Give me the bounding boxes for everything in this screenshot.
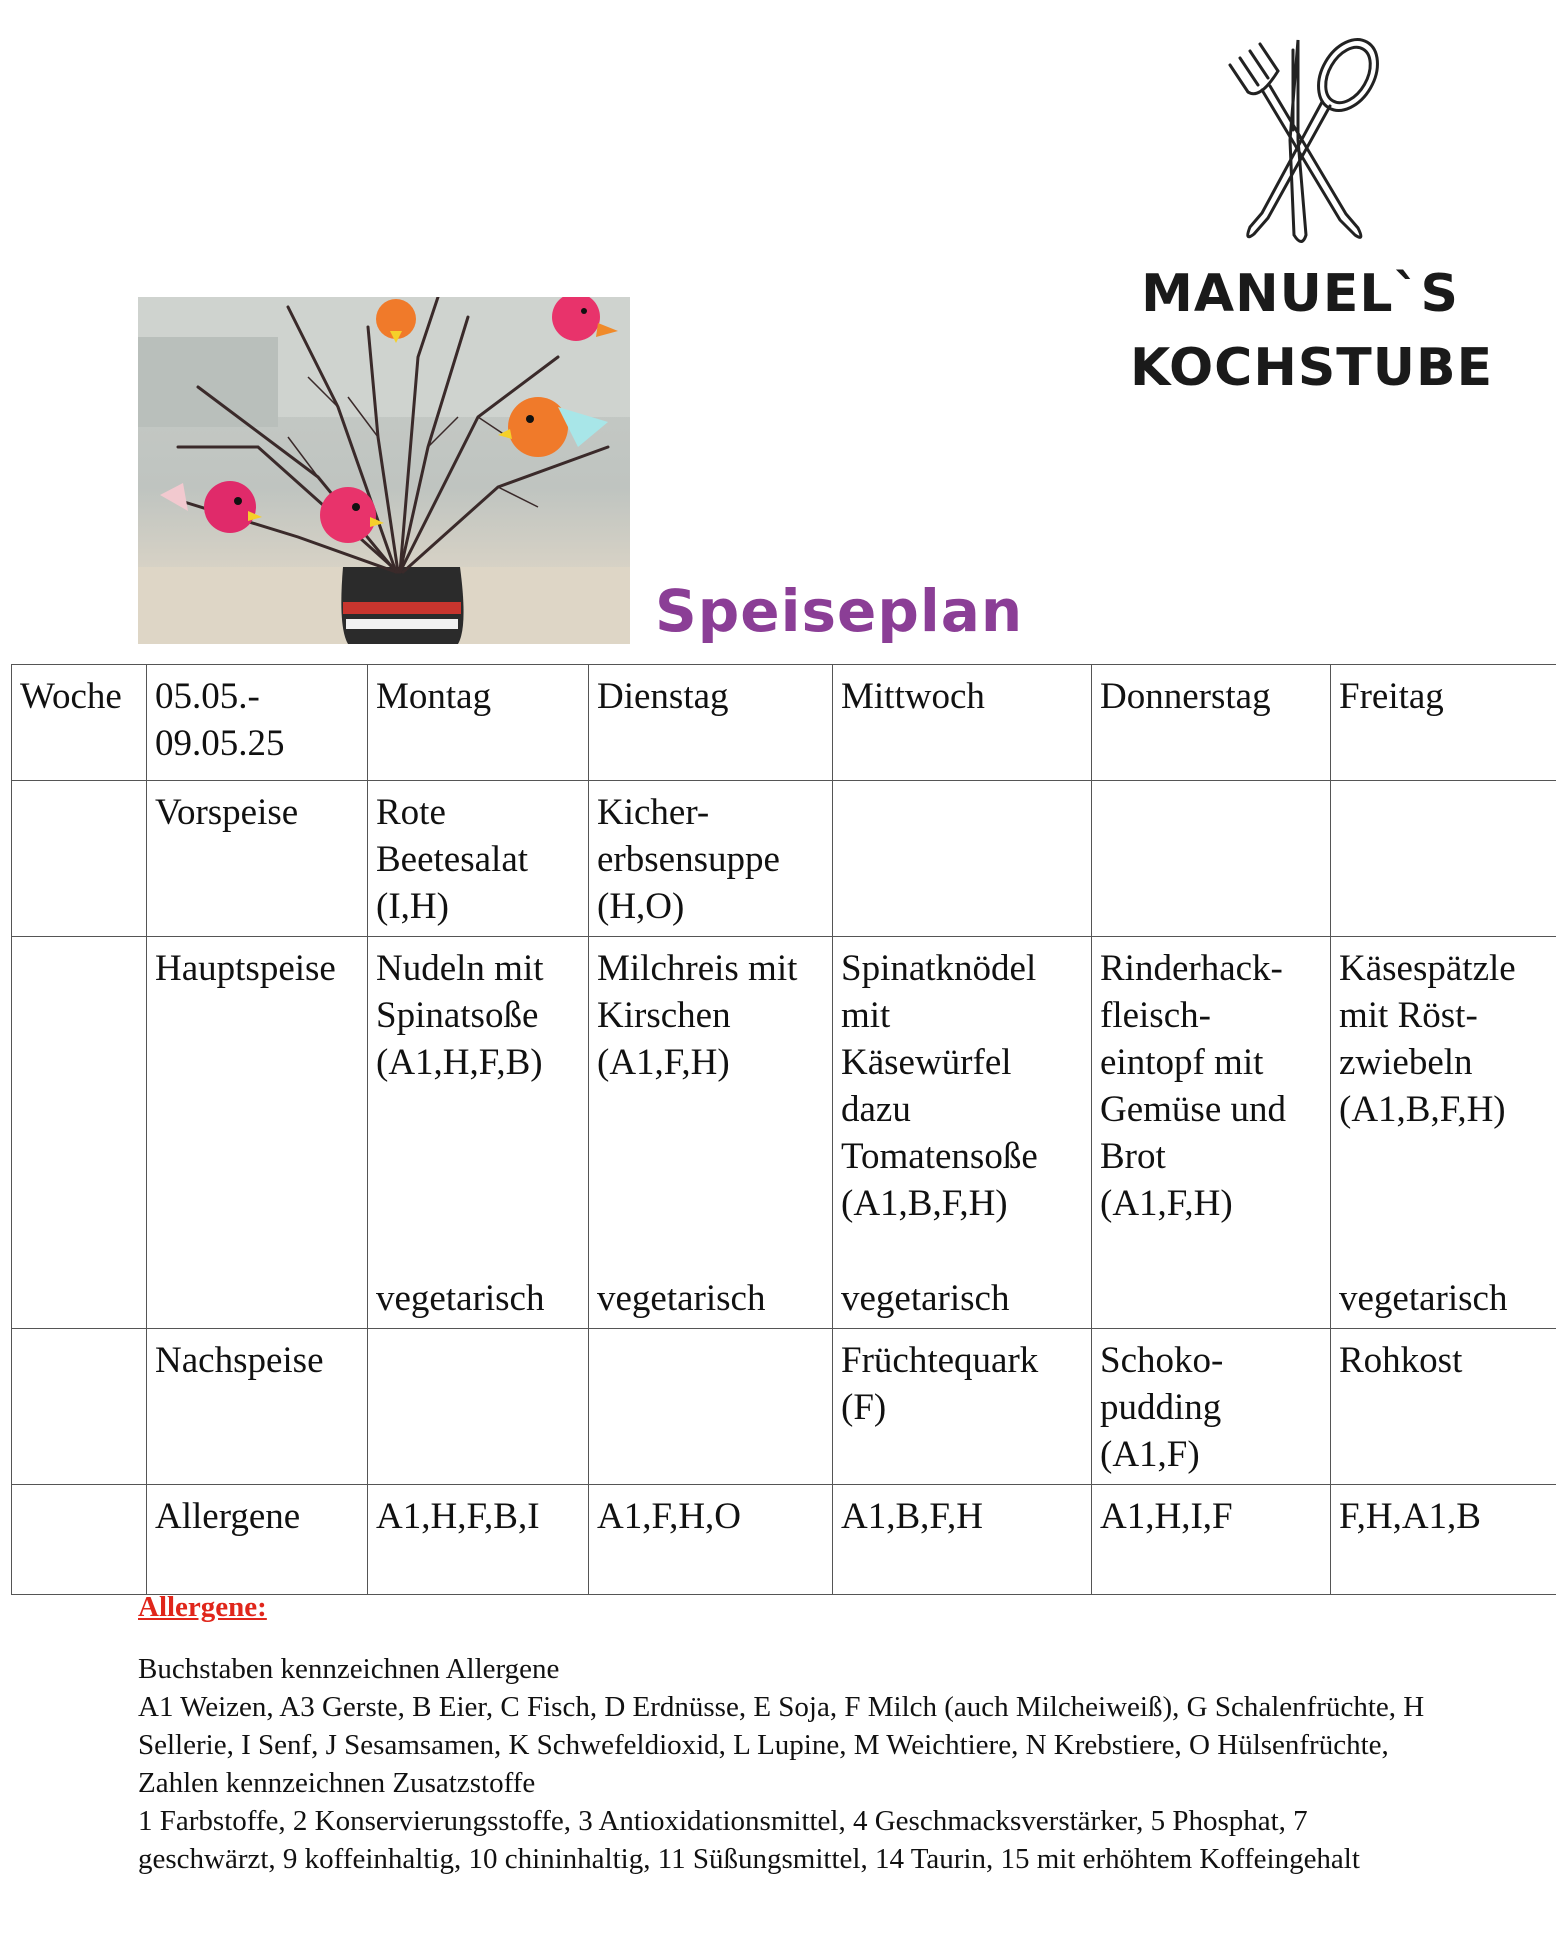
hauptspeise-donnerstag: Rinderhack- fleisch- eintopf mit Gemüse und Brot (A1,F,H) <box>1092 937 1331 1329</box>
legend-heading: Allergene: <box>138 1591 267 1623</box>
allergen-legend <box>138 1588 1438 1878</box>
table-header-row <box>12 665 1556 781</box>
nachspeise-donnerstag: Schoko- pudding (A1,F) <box>1092 1329 1331 1485</box>
row-label-allergene: Allergene <box>147 1485 368 1595</box>
hauptspeise-mittwoch: Spinatknödel mit Käsewürfel dazu Tomatensoße (A1,B,F,H) vegetarisch <box>833 937 1092 1329</box>
allergene-freitag: F,H,A1,B <box>1331 1485 1556 1595</box>
page-title: Speiseplan <box>655 577 1024 645</box>
date-range-cell: 05.05.- 09.05.25 <box>147 665 368 781</box>
legend-allergen-intro: Buchstaben kennzeichnen Allergene <box>138 1653 560 1685</box>
vorspeise-freitag <box>1331 781 1556 937</box>
nachspeise-montag <box>368 1329 589 1485</box>
table-row-hauptspeise <box>12 937 1556 1329</box>
row-label-nachspeise: Nachspeise <box>147 1329 368 1485</box>
row-label-hauptspeise: Hauptspeise <box>147 937 368 1329</box>
table-row-vorspeise <box>12 781 1556 937</box>
hauptspeise-dienstag: Milchreis mit Kirschen (A1,F,H) vegetarisch <box>589 937 833 1329</box>
legend-additive-intro: Zahlen kennzeichnen Zusatzstoffe <box>138 1767 536 1799</box>
logo-text-line2: KOCHSTUBE <box>1130 338 1494 398</box>
day-header-freitag: Freitag <box>1331 665 1556 781</box>
empty-cell <box>12 781 147 937</box>
woche-label-cell: Woche <box>12 665 147 781</box>
kochstube-logo <box>1130 20 1494 400</box>
allergene-montag: A1,H,F,B,I <box>368 1485 589 1595</box>
vegetarian-tag: vegetarisch <box>597 1278 766 1319</box>
hauptspeise-montag: Nudeln mit Spinatsoße (A1,H,F,B) vegetarisch <box>368 937 589 1329</box>
vegetarian-tag: vegetarisch <box>376 1278 545 1319</box>
day-header-donnerstag: Donnerstag <box>1092 665 1331 781</box>
weekly-menu-table <box>11 664 1556 1595</box>
hauptspeise-freitag: Käsespätzle mit Röst- zwiebeln (A1,B,F,H) vegetarisch <box>1331 937 1556 1329</box>
day-header-montag: Montag <box>368 665 589 781</box>
allergene-donnerstag: A1,H,I,F <box>1092 1485 1331 1595</box>
logo-text-line1: MANUEL`S <box>1141 264 1459 324</box>
nachspeise-mittwoch: Früchtequark (F) <box>833 1329 1092 1485</box>
empty-cell <box>12 1485 147 1595</box>
legend-additive-list: 1 Farbstoffe, 2 Konservierungsstoffe, 3 Antioxidationsmittel, 4 Geschmacksverstärker, 5 Phosphat, 7 geschwärzt, 9 koffeinhaltig, 10 chininhaltig, 11 Süßungsmittel, 14 Taurin, 15 mit erhöhtem Koffeingehalt <box>138 1805 1360 1875</box>
easter-branches-photo <box>138 297 630 644</box>
vorspeise-dienstag: Kicher- erbsensuppe (H,O) <box>589 781 833 937</box>
empty-cell <box>12 937 147 1329</box>
allergene-mittwoch: A1,B,F,H <box>833 1485 1092 1595</box>
photo-illustration <box>138 297 630 644</box>
day-header-dienstag: Dienstag <box>589 665 833 781</box>
allergene-dienstag: A1,F,H,O <box>589 1485 833 1595</box>
vorspeise-donnerstag <box>1092 781 1331 937</box>
crossed-fork-spoon-icon <box>1190 20 1410 260</box>
day-header-mittwoch: Mittwoch <box>833 665 1092 781</box>
vegetarian-tag: vegetarisch <box>841 1278 1010 1319</box>
row-label-vorspeise: Vorspeise <box>147 781 368 937</box>
table-row-allergene <box>12 1485 1556 1595</box>
table-row-nachspeise <box>12 1329 1556 1485</box>
legend-allergen-list: A1 Weizen, A3 Gerste, B Eier, C Fisch, D Erdnüsse, E Soja, F Milch (auch Milcheiweiß), G Schalenfrüchte, H Sellerie, I Senf, J Sesamsamen, K Schwefeldioxid, L Lupine, M Weichtiere, N Krebstiere, O Hülsenfrüchte, <box>138 1691 1425 1761</box>
vorspeise-mittwoch <box>833 781 1092 937</box>
vorspeise-montag: Rote Beetesalat (I,H) <box>368 781 589 937</box>
nachspeise-freitag: Rohkost <box>1331 1329 1556 1485</box>
empty-cell <box>12 1329 147 1485</box>
nachspeise-dienstag <box>589 1329 833 1485</box>
vegetarian-tag: vegetarisch <box>1339 1278 1508 1319</box>
